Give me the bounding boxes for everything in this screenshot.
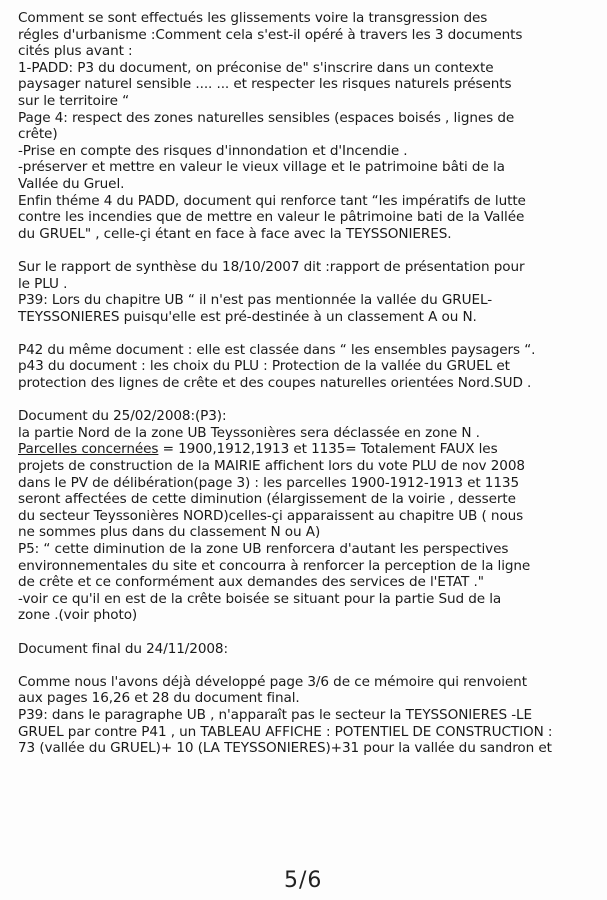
paragraph-gap xyxy=(18,242,600,259)
paragraph-gap xyxy=(18,657,600,674)
text-line: 73 (vallée du GRUEL)+ 10 (LA TEYSSONIERES)+31 pour la vallée du sandron et xyxy=(18,740,552,757)
text-line: du GRUEL" , celle-çi étant en face à face avec la TEYSSONIERES. xyxy=(18,225,452,242)
paragraph-intro xyxy=(18,10,600,242)
underlined-label: Parcelles concernées xyxy=(18,441,159,458)
text-line: cités plus avant : xyxy=(18,43,133,60)
text-line: zone .(voir photo) xyxy=(18,607,138,624)
text-line: P42 du même document : elle est classée dans “ les ensembles paysagers “. xyxy=(18,341,536,358)
text-line: crête) xyxy=(18,126,58,143)
text-line: paysager naturel sensible .... ... et respecter les risques naturels présents xyxy=(18,76,512,93)
text-line: sur le territoire “ xyxy=(18,92,130,109)
text-line: -voir ce qu'il en est de la crête boisée se situant pour la partie Sud de la xyxy=(18,590,502,607)
text-line: -préserver et mettre en valeur le vieux village et le patrimoine bâti de la xyxy=(18,159,505,176)
paragraph-p42 xyxy=(18,342,600,392)
text-line: protection des lignes de crête et des coupes naturelles orientées Nord.SUD . xyxy=(18,375,532,392)
text-line: 1-PADD: P3 du document, on préconise de" s'inscrire dans un contexte xyxy=(18,59,494,76)
text-line: Sur le rapport de synthèse du 18/10/2007 dit :rapport de présentation pour xyxy=(18,258,525,275)
text-line: -Prise en compte des risques d'innondation et d'Incendie . xyxy=(18,142,408,159)
document-page xyxy=(18,10,600,757)
text-line: du secteur Teyssonières NORD)celles-çi apparaissent au chapitre UB ( nous xyxy=(18,507,524,524)
paragraph-document-final xyxy=(18,641,600,658)
text-line: P39: dans le paragraphe UB , n'apparaît pas le secteur la TEYSSONIERES -LE xyxy=(18,706,533,723)
text-line: GRUEL par contre P41 , un TABLEAU AFFICHE : POTENTIEL DE CONSTRUCTION : xyxy=(18,723,553,740)
text-line: Enfin théme 4 du PADD, document qui renforce tant “les impératifs de lutte xyxy=(18,192,526,209)
text-line: Comme nous l'avons déjà développé page 3/6 de ce mémoire qui renvoient xyxy=(18,673,527,690)
page-number: 5/6 xyxy=(284,868,323,893)
paragraph-document-2008-02 xyxy=(18,408,600,624)
text-line: Page 4: respect des zones naturelles sensibles (espaces boisés , lignes de xyxy=(18,109,515,126)
paragraph-gap xyxy=(18,624,600,641)
text-line: le PLU . xyxy=(18,275,68,292)
text-line: aux pages 16,26 et 28 du document final. xyxy=(18,690,300,707)
text-line: contre les incendies que de mettre en valeur le pâtrimoine bati de la Vallée xyxy=(18,209,525,226)
text-line: de crête et ce conformément aux demandes des services de l'ETAT ." xyxy=(18,574,484,591)
text-line: Vallée du Gruel. xyxy=(18,175,125,192)
text-line: projets de construction de la MAIRIE affichent lors du vote PLU de nov 2008 xyxy=(18,458,525,475)
text-line: la partie Nord de la zone UB Teyssonières sera déclassée en zone N . xyxy=(18,424,480,441)
text-line: P39: Lors du chapitre UB “ il n'est pas mentionnée la vallée du GRUEL- xyxy=(18,292,493,309)
section-heading: Document final du 24/11/2008: xyxy=(18,640,228,657)
text-line: TEYSSONIERES puisqu'elle est pré-destinée à un classement A ou N. xyxy=(18,308,477,325)
text-line xyxy=(18,441,600,458)
text-line: ne sommes plus dans du classement N ou A) xyxy=(18,524,321,541)
paragraph-synthese xyxy=(18,259,600,325)
text-fragment: = 1900,1912,1913 et 1135= Totalement FAUX les xyxy=(158,441,498,458)
text-line: dans le PV de délibération(page 3) : les parcelles 1900-1912-1913 et 1135 xyxy=(18,474,519,491)
paragraph-gap xyxy=(18,325,600,342)
text-line: p43 du document : les choix du PLU : Protection de la vallée du GRUEL et xyxy=(18,358,510,375)
text-line: P5: “ cette diminution de la zone UB renforcera d'autant les perspectives xyxy=(18,541,509,557)
paragraph-gap xyxy=(18,392,600,409)
paragraph-conclusion xyxy=(18,674,600,757)
text-line: environnementales du site et concourra à renforcer la perception de la ligne xyxy=(18,557,531,574)
section-heading: Document du 25/02/2008:(P3): xyxy=(18,408,227,425)
text-line: seront affectées de cette diminution (élargissement de la voirie , desserte xyxy=(18,491,516,508)
text-line: régles d'urbanisme :Comment cela s'est-il opéré à travers les 3 documents xyxy=(18,26,523,43)
text-line: Comment se sont effectués les glissements voire la transgression des xyxy=(18,10,488,26)
